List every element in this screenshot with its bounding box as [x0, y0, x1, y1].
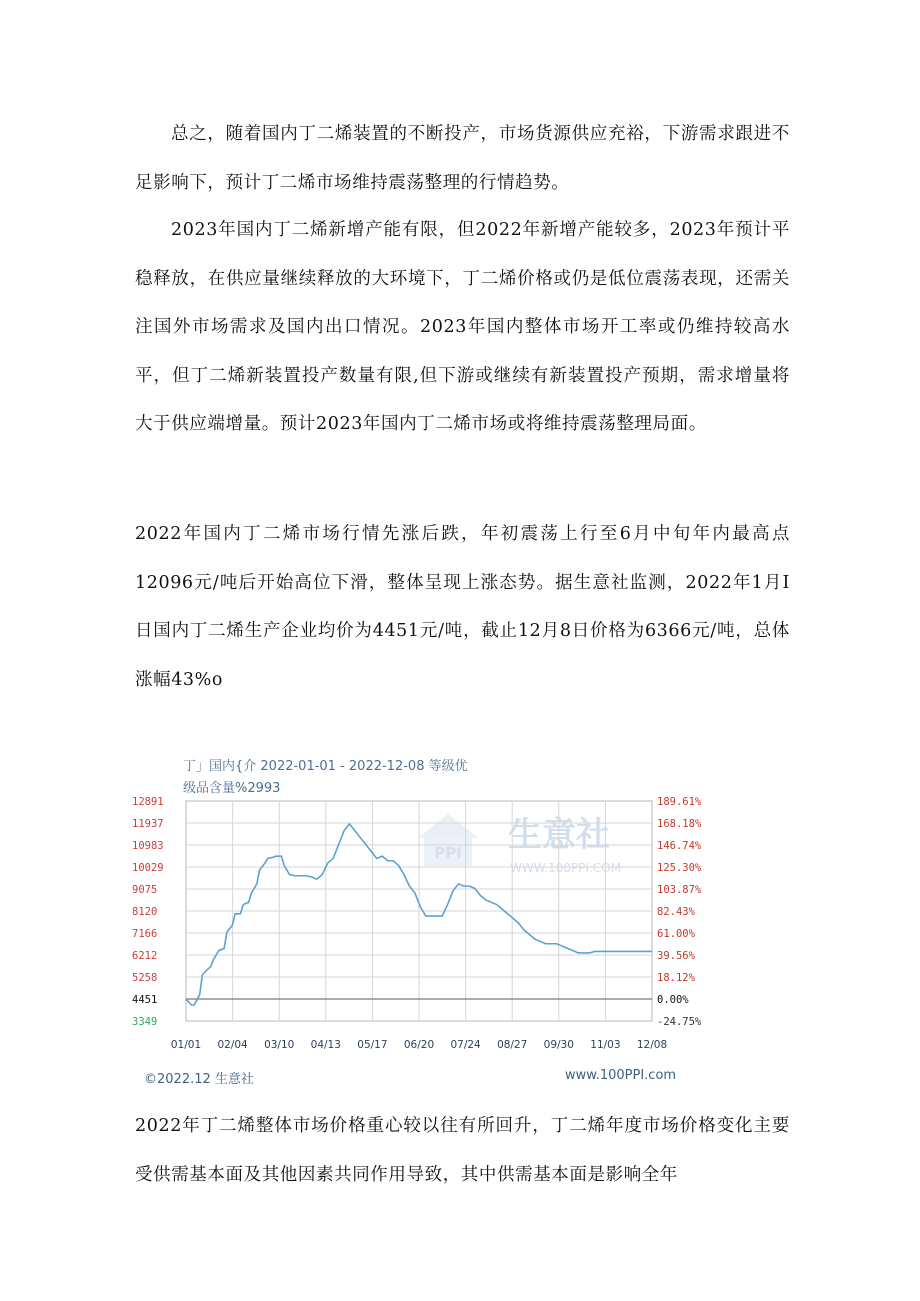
paragraph-2022-review: 2022年国内丁二烯市场行情先涨后跌，年初震荡上行至6月中旬年内最高点12096元/吨后开始高位下滑，整体呈现上涨态势。据生意社监测，2022年1月Ⅰ日国内丁二烯生产企业均价为4451元/吨，截止12月8日价格为6366元/吨，总体涨幅43%o — [135, 524, 790, 690]
price-line-chart — [130, 790, 720, 1060]
x-tick-label: 05/17 — [357, 1039, 388, 1051]
y-tick-label-left: 4451 — [132, 994, 158, 1006]
y-tick-label-right: 39.56% — [657, 950, 695, 962]
y-tick-label-right: 168.18% — [657, 818, 702, 830]
watermark-logo — [418, 814, 478, 866]
y-tick-label-right: 146.74% — [657, 840, 702, 852]
x-tick-label: 06/20 — [403, 1039, 435, 1051]
y-tick-label-left: 6212 — [132, 950, 158, 962]
chart-title-line1: 丁」国内{介 2022-01-01 - 2022-12-08 等级优 — [183, 759, 468, 774]
y-tick-label-right: 189.61% — [657, 796, 702, 808]
copyright: ©2022.12 生意社 — [144, 1072, 254, 1087]
y-tick-label-right: 125.30% — [657, 862, 702, 874]
y-tick-label-left: 7166 — [132, 928, 158, 940]
y-tick-label-right: -24.75% — [657, 1016, 702, 1028]
y-tick-label-left: 3349 — [132, 1016, 158, 1028]
svg-text:PPI: PPI — [434, 844, 462, 862]
x-tick-label: 02/04 — [217, 1039, 248, 1051]
watermark-url: WWW.100PPI.COM — [510, 861, 621, 875]
source-url: www.100PPI.com — [565, 1068, 677, 1083]
y-tick-label-left: 10029 — [132, 862, 164, 874]
x-tick-label: 03/10 — [264, 1039, 295, 1051]
x-tick-label: 01/01 — [170, 1039, 202, 1051]
y-tick-label-left: 8120 — [132, 906, 158, 918]
paragraph-outlook: 总之，随着国内丁二烯装置的不断投产，市场货源供应充裕，下游需求跟进不足影响下，预计丁二烯市场维持震荡整理的行情趋势。 — [135, 124, 790, 193]
paragraph-2023-forecast: 2023年国内丁二烯新增产能有限，但2022年新增产能较多，2023年预计平稳释放，在供应量继续释放的大环境下，丁二烯价格或仍是低位震荡表现，还需关注国外市场需求及国内出口情况。2023年国内整体市场开工率或仍维持较高水平，但丁二烯新装置投产数量有限,但下游或继续有新装置投产预期，需求增量将大于供应端增量。预计2023年国内丁二烯市场或将维持震荡整理局面。 — [135, 220, 790, 434]
x-tick-label: 04/13 — [310, 1039, 341, 1051]
y-tick-label-right: 82.43% — [657, 906, 695, 918]
x-tick-label: 12/08 — [636, 1039, 668, 1051]
x-tick-label: 07/24 — [450, 1039, 481, 1051]
y-tick-label-right: 18.12% — [657, 972, 695, 984]
y-tick-label-right: 0.00% — [657, 994, 689, 1006]
y-tick-label-right: 61.00% — [657, 928, 695, 940]
y-tick-label-right: 103.87% — [657, 884, 702, 896]
paragraph-market-summary: 2022年丁二烯整体市场价格重心较以往有所回升，丁二烯年度市场价格变化主要受供需基本面及其他因素共同作用导致，其中供需基本面是影响全年 — [135, 1116, 790, 1185]
y-tick-label-left: 9075 — [132, 884, 158, 896]
x-tick-label: 08/27 — [497, 1039, 528, 1051]
y-tick-label-left: 12891 — [132, 796, 164, 808]
x-tick-label: 09/30 — [543, 1039, 574, 1051]
y-tick-label-left: 5258 — [132, 972, 158, 984]
y-tick-label-left: 10983 — [132, 840, 164, 852]
watermark-name: 生意社 — [508, 815, 610, 855]
x-tick-label: 11/03 — [590, 1039, 621, 1051]
y-tick-label-left: 11937 — [132, 818, 164, 830]
chart-title-line2: 级品含量%2993 — [183, 781, 281, 796]
